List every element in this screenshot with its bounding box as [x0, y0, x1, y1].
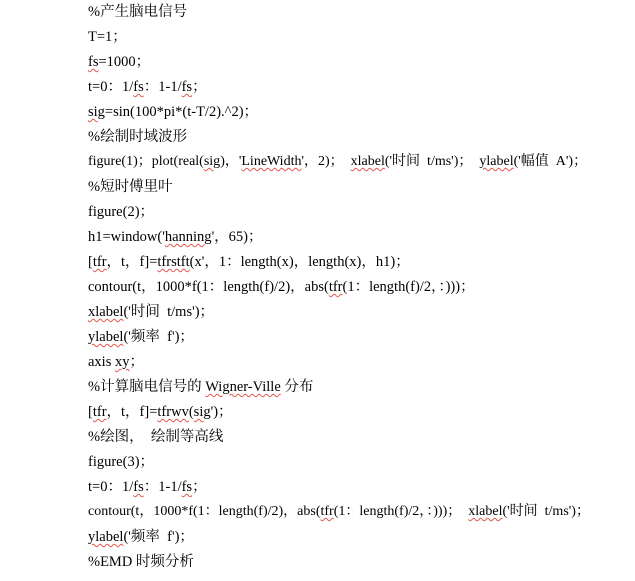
- code-line: [88, 528, 194, 546]
- code-line: [88, 478, 207, 496]
- code-line: [88, 103, 258, 121]
- code-text: t=0：1/: [88, 79, 134, 95]
- spellcheck-word: tfr: [320, 504, 334, 519]
- spellcheck-word: sig: [193, 404, 211, 420]
- code-text: figure(1)；plot(real(: [88, 154, 204, 169]
- code-line: [88, 378, 313, 396]
- code-line: [88, 428, 223, 446]
- code-text: [: [88, 254, 93, 270]
- code-text: figure(3)；: [88, 454, 155, 470]
- code-text: ')；: [210, 404, 233, 420]
- code-text: contour(t，1000*f(1：length(f)/2)，abs(: [88, 504, 321, 519]
- code-line: [88, 328, 194, 346]
- code-text: ；: [129, 354, 144, 370]
- code-line: [88, 503, 590, 521]
- spellcheck-word: tfr: [328, 279, 343, 295]
- code-text: =1000；: [98, 54, 151, 70]
- code-line: [88, 303, 214, 321]
- code-text: [: [88, 404, 93, 420]
- code-text: contour(t，1000*f(1：length(f)/2)，abs(: [88, 279, 329, 295]
- spellcheck-word: fs: [133, 79, 144, 95]
- code-text: ：1-1/: [143, 79, 182, 95]
- code-text: axis: [88, 354, 115, 370]
- code-text: ('时间 t/ms')；: [502, 504, 590, 519]
- spellcheck-word: sig: [203, 154, 221, 169]
- code-text: h1=window(': [88, 229, 165, 245]
- spellcheck-word: tfrstft: [157, 254, 190, 270]
- code-line: [88, 3, 187, 21]
- spellcheck-word: Wigner-Ville: [205, 379, 281, 395]
- code-text: '，65)；: [211, 229, 263, 245]
- spellcheck-word: fs: [88, 54, 99, 70]
- code-text: T=1；: [88, 29, 127, 45]
- spellcheck-word: tfrwv: [157, 404, 189, 420]
- code-line: [88, 78, 207, 96]
- code-text: %产生脑电信号: [88, 4, 188, 20]
- code-line: [88, 153, 587, 171]
- code-text: t=0：1/: [88, 479, 134, 495]
- code-line: [88, 403, 233, 421]
- code-line: [88, 553, 194, 571]
- code-text: ('频率 f')；: [123, 529, 194, 545]
- spellcheck-word: tfr: [92, 254, 107, 270]
- code-line: [88, 178, 173, 196]
- code-line: [88, 128, 187, 146]
- spellcheck-word: fs: [181, 479, 193, 495]
- code-line: [88, 353, 144, 371]
- code-line: [88, 278, 475, 296]
- spellcheck-word: fs: [181, 79, 193, 95]
- spellcheck-word: xlabel: [88, 304, 124, 320]
- code-text: %绘图， 绘制等高线: [88, 429, 224, 445]
- spellcheck-word: xlabel: [350, 154, 385, 169]
- code-text: (x'，1：length(x)，length(x)，h1)；: [189, 254, 410, 270]
- code-text: %短时傅里叶: [88, 179, 173, 195]
- code-text: ；: [192, 479, 207, 495]
- code-text: 分布: [280, 379, 314, 395]
- spellcheck-word: fs: [133, 479, 144, 495]
- spellcheck-word: LineWidth: [241, 154, 302, 169]
- code-text: %EMD 时频分析: [88, 554, 194, 570]
- code-text: ，t，f]=: [106, 254, 158, 270]
- spellcheck-word: sig: [88, 104, 105, 120]
- spellcheck-word: xlabel: [468, 504, 503, 519]
- code-text: %绘制时域波形: [88, 129, 188, 145]
- spellcheck-word: tfr: [92, 404, 107, 420]
- code-text: ('频率 f')；: [123, 329, 194, 345]
- spellcheck-word: xy: [114, 354, 130, 370]
- code-text: figure(2)；: [88, 204, 155, 220]
- code-text: ('时间 t/ms')；: [384, 154, 480, 169]
- code-text: ：1-1/: [143, 479, 182, 495]
- code-text: ('幅值 A')；: [513, 154, 588, 169]
- code-line: [88, 53, 150, 71]
- code-text: (1：length(f)/2，：)))；: [342, 279, 475, 295]
- code-line: [88, 253, 410, 271]
- spellcheck-word: ylabel: [479, 154, 514, 169]
- code-line: [88, 203, 154, 221]
- code-line: [88, 28, 127, 46]
- spellcheck-word: ylabel: [88, 329, 124, 345]
- code-text: =sin(100*pi*(t-T/2).^2)；: [104, 104, 259, 120]
- spellcheck-word: ylabel: [88, 529, 124, 545]
- spellcheck-word: hanning: [164, 229, 212, 245]
- code-line: [88, 453, 154, 471]
- code-text: (1：length(f)/2，：)))；: [333, 504, 469, 519]
- code-text: %计算脑电信号的: [88, 379, 206, 395]
- code-line: [88, 228, 263, 246]
- code-text: ，t，f]=: [106, 404, 158, 420]
- code-text: '，2)；: [301, 154, 351, 169]
- code-text: ('时间 t/ms')；: [123, 304, 215, 320]
- code-text: (: [188, 404, 194, 420]
- code-text: ；: [192, 79, 207, 95]
- code-text: )，': [220, 154, 242, 169]
